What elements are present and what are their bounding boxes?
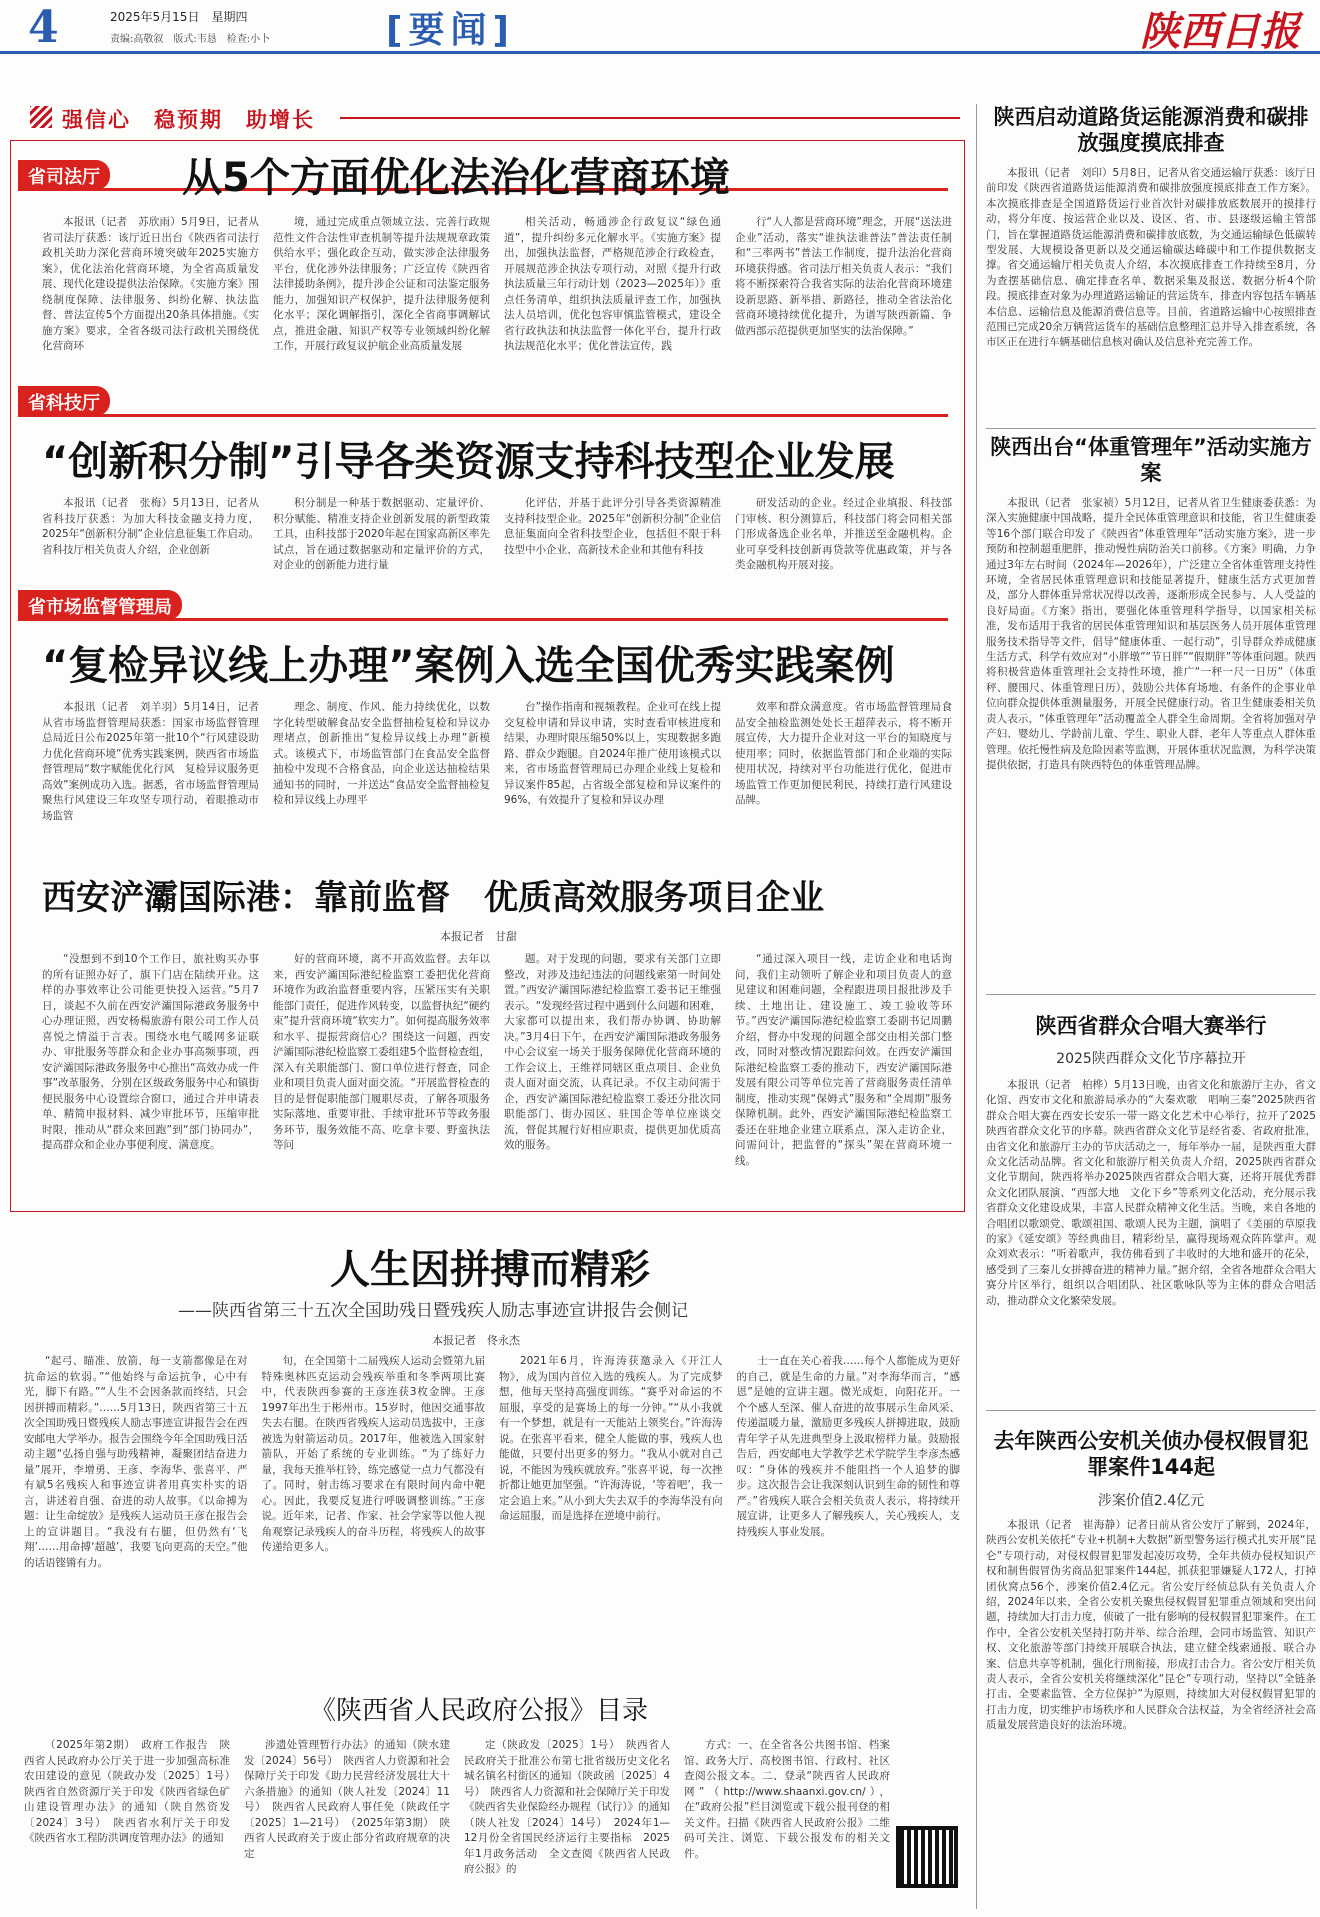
article-column: 题。对于发现的问题，要求有关部门立即整改，对涉及违纪违法的问题线索第一时间处置。”西安浐灞国际港纪检监察工委书记王维强表示。“发现经营过程中遇到什么问题和困难，大家都可以提出来，我们帮办协调、协助解决。”3月4日下午，在西安浐灞国际港政务服务中心会议室一场关于服务保障优化营商环境的工作会议上，王维祥同辖区重点项目、企业负责人面对面交流，认真记录。不仅主动问需于企，西安浐灞国际港纪检监察工委还分批次同职能部门、街办园区、驻国企等单位座谈交流，督促其履行好相应职责，提供更加优质高效的服务。 [504,953,721,1151]
article-column: “起弓、瞄准、放箭，每一支箭都像是在对抗命运的软弱。”“他始终与命运抗争，心中有光，脚下有路。”“人生不会因条款而终结，只会因拼搏而精彩。”……5月13日，陕西省第三十五次全国助残日暨残疾人励志事迹宣讲报告会在西安邮电大学举办。报告会围绕今年全国助残日活动主题“弘扬自强与助残精神，凝聚团结奋进力量”展开，李增勇、王彦、李海华、张喜平、严有斌5名残疾人和事迹宣讲者用真实朴实的语言，讲述着自强、奋进的动人故事。《以命搏为题：让生命绽放》是残疾人运动员王彦在报告会上的宣讲题目。“我没有右腿，但仍然有‘飞翔’……用命搏‘超越’，我要飞向更高的天空。”他的话语铿锵有力。 [24,1355,248,1569]
article-disabled-body [24,1354,960,1656]
editor-credits: 责编:高敬叙 版式:韦恳 检查:小卜 [110,34,271,45]
slogan-text: 强信心 稳预期 助增长 [62,108,315,132]
headline-weight: 陕西出台“体重管理年”活动实施方案 [990,435,1312,485]
subtitle-police: 涉案价值2.4亿元 [1097,1493,1205,1509]
headline-tech: “创新积分制”引导各类资源支持科技型企业发展 [42,439,895,485]
qr-code-icon [896,1826,958,1888]
article-weight-body: 本报讯（记者 张家祯）5月12日，记者从省卫生健康委获悉：为深入实施健康中国战略，提升全民体重管理意识和技能，省卫生健康委等16个部门联合印发了《陕西省“体重管理年”活动实施方案》，进一步预防和控制超重肥胖，推动慢性病防治关口前移。《方案》明确，力争通过3年左右时间（2024年—2026年），广泛建立全省体重管理支持性环境，全省居民体重管理意识和技能显著提升，健康生活方式更加普及，部分人群体重异常状况得以改善，逐渐形成全民参与、人人受益的良好局面。《方案》指出，要强化体重管理科学指导，以国家相关标准，发布适用于我省的居民体重管理知识和基层医务人员开展体重管理服务技术指导等文件，倡导“健康体重、一起行动”，引导群众养成健康生活方式，科学有效应对“小胖墩”“节日胖”“假期胖”等体重问题。陕西将积极营造体重管理社会支持性环境，推广“一秤一尺一日历”（体重秤、腰围尺、体重管理日历），鼓励公共体育场地、有条件的企事业单位向群众提供体重测量服务，开展全民健康行动。省卫生健康委相关负责人表示，“体重管理年”活动覆盖全人群全生命周期。全省将加强对孕产妇、婴幼儿、学龄前儿童、学生、职业人群、老年人等重点人群体重管理。依托慢性病及危险因素等监测，开展体重状况监测，为科学决策提供依据，打造具有陕西特色的体重管理品牌。 [986,497,1316,771]
article-column: 本报讯（记者 张梅）5月13日，记者从省科技厅获悉：为加大科技金融支持力度，2025年“创新积分制”企业信息征集工作启动。省科技厅相关负责人介绍，企业创新 [42,497,259,556]
tag-rule [18,414,948,417]
article-column: 化评估，并基于此评分引导各类资源精准支持科技型企业。2025年“创新积分制”企业信息征集面向全省科技型企业，包括但不限于科技型中小企业、高新技术企业和其他有科技 [504,497,721,556]
article-column: “通过深入项目一线，走访企业和电话询问，我们主动领听了解企业和项目负责人的意见建议和困难问题，全程跟进项目报批涉及手续、土地出让、建设施工、竣工验收等环节。”西安浐灞国际港纪检监察工委副书记周鹏介绍，督办中发现的问题全部交由相关部门整改，同时对整改情况跟踪问效。在西安浐灞国际港纪检监察工委的推动下，西安浐灞国际港发展有限公司等单位完善了营商服务责任清单制度，推动实现“保姆式”服务和“全周期”服务保障机制。此外，西安浐灞国际港纪检监察工委还在驻地企业建立联系点，深入走访企业，问需问计，把监督的“探头”架在营商环境一线。 [735,953,952,1167]
slogan-rule [340,117,960,119]
article-police-body: 本报讯（记者 崔海静）记者日前从省公安厅了解到，2024年，陕西公安机关依托“专业+机制+大数据”新型警务运行模式扎实开展“昆仑”专项行动，对侵权假冒犯罪发起凌厉攻势，全年共侦办侵权知识产权和制售假冒伪劣商品犯罪案件144起，抓获犯罪嫌疑人172人，打掉团伙窝点56个，涉案价值2.4亿元。省公安厅经侦总队有关负责人介绍，2024年以来，全省公安机关聚焦侵权假冒犯罪重点领域和突出问题，持续加大打击力度，侦破了一批有影响的侵权假冒犯罪案件。在工作中，全省公安机关坚持打防并举、综合治理，会同市场监管、知识产权、文化旅游等部门持续开展联合执法，建立健全线索通报、联合办案、信息共享等机制，强化行刑衔接，形成打击合力。省公安厅相关负责人表示，全省公安机关将继续深化“昆仑”专项行动，坚持以“全链条打击、全要素监管、全方位保护”为原则，持续加大对侵权假冒犯罪的打击力度，切实维护市场秩序和人民群众合法权益，为全省经济社会高质量发展营造良好的法治环境。 [986,1519,1316,1732]
headline-law: 从5个方面优化法治化营商环境 [182,155,730,201]
article-column: 境，通过完成重点领域立法、完善行政规范性文件合法性审查机制等提升法规规章政策供给水平；强化政企互动，做实涉企法律服务平台，优化涉外法律服务；广泛宣传《陕西省法律援助条例》，提升涉企公证和司法鉴定服务能力，加强知识产权保护，提升法律服务便利化水平；深化调解指引，深化全省商事调解试点，推进金融、知识产权等专业领域纠纷化解工作，开展行政复议护航企业高质量发展 [273,216,490,352]
tag-tech: 省科技厅 [18,386,110,416]
headline-choir: 陕西省群众合唱大赛举行 [1035,1014,1267,1038]
byline-port: 本报记者 甘甜 [440,930,517,943]
article-column: 2021年6月，许海涛获邀录入《开江人物》，成为国内首位入选的残疾人。为了完成梦想，他每天坚持高强度训练。“赛乎对命运的不屈服，享受的是赛场上的每一分钟。”“从小我就有一个梦想，就是有一天能站上领奖台。”许海涛说。在张喜平看来，健全人能做的事，残疾人也能做，只要付出更多的努力。“我从小就对自己说，不能因为残疾就放弃。”张喜平说，每一次挫折都让她更加坚强。“许海涛说，‘等着吧’，我一定会追上来。”从小到大失去双手的李海华没有向命运屈服，而是选择在逆境中前行。 [499,1355,723,1522]
article-column: 本报讯（记者 刘羊羽）5月14日，记者从省市场监督管理局获悉：国家市场监督管理总局近日公布2025年第一批10个“行风建设助力优化营商环境”优秀实践案例，陕西省市场监督管理局“数字赋能优化行风 复检异议服务更高效”案例成功入选。据悉，省市场监督管理局聚焦行风建设三年攻坚专项行动，着眼推动市场监管 [42,701,259,822]
tag-market: 省市场监督管理局 [18,590,182,620]
article-column: 定（陕政发〔2025〕1号） 陕西省人民政府关于批准公布第七批省级历史文化名城名镇名村街区的通知（陕政函〔2025〕4号） 陕西省人力资源和社会保障厅关于印发《陕西省失业保险经办规程（试行）》的通知（陕人社发〔2024〕14号） 2024年1—12月份全省国民经济运行主要指标 2025年1月政务活动 全文查阅《陕西省人民政府公报》的 [464,1739,670,1875]
article-tech-body [42,496,952,588]
headline-police: 去年陕西公安机关侦办侵权假冒犯罪案件144起 [993,1429,1309,1479]
gazette-toc [24,1738,960,1908]
byline-disabled: 本报记者 佟永杰 [432,1334,520,1347]
article-rule [986,428,1316,429]
subtitle-disabled: ——陕西省第三十五次全国助残日暨残疾人励志事迹宣讲报告会侧记 [178,1301,688,1321]
headline-market: “复检异议线上办理”案例入选全国优秀实践案例 [42,643,895,689]
article-column: 旬，在全国第十二届残疾人运动会暨第九届特殊奥林匹克运动会残疾举重和冬季两项比赛中，代表陕西参赛的王彦连获3枚金牌。王彦1997年出生于彬州市。15岁时，他因交通事故失去右腿。在陕西省残疾人运动员选拔中，王彦被选为射箭运动员。2017年，他被选入国家射箭队，开始了系统的专业训练。“为了练好力量，我每天推举杠铃，练完感觉一点力气都没有了。同时，射击练习要求在有限时间内命中靶心。因此，我要反复进行呼吸调整训练。”王彦说。近年来，记者、作家、社会学家等以他人视角观察记录残疾人的奋斗历程，将残疾人的故事传递给更多人。 [261,1355,485,1553]
article-column: 台”操作指南和视频教程。企业可在线上提交复检申请和异议申请，实时查看审核进度和结果，办理时限压缩50%以上，实现数据多跑路、群众少跑腿。自2024年推广使用该模式以来，省市场监督管理局已办理企业线上复检和异议案件85起，占省级全部复检和异议案件的96%，有效提升了复检和异议办理 [504,701,721,806]
headline-gazette: 《陕西省人民政府公报》目录 [310,1696,649,1726]
article-column: 方式：一、在全省各公共图书馆、档案馆、政务大厅、高校图书馆、行政村、社区查阅公报文本。二、登录“陕西省人民政府网”（http://www.shaanxi.gov.cn/），在“政府公报”栏目浏览或下载公报刊登的相关文件。扫描《陕西省人民政府公报》二维码可关注、浏览、下载公报发布的相关文件。 [684,1739,890,1860]
article-rule [986,994,1316,995]
article-freight-body: 本报讯（记者 刘印）5月8日，记者从省交通运输厅获悉：该厅日前印发《陕西省道路货运能源消费和碳排放强度摸底排查工作方案》。本次摸底排查是全国道路货运行业首次针对碳排放底数展开的摸排行动，将分年度、按运营企业以及、设区、省、市、县逐级运输主管部门，旨在掌握道路货运能源消费和碳排放底数，为交通运输绿色低碳转型发展、大规模设备更新以及交通运输碳达峰碳中和工作提供数据支撑。省交通运输厅相关负责人介绍，本次摸底排查工作持续至8月，分为查摆基础信息、确定排查名单、数据采集及报送、数据分析4个阶段。摸底排查对象为办理道路运输证的营运货车，排查内容包括车辆基本信息、运输信息及能源消费信息等。目前，省道路运输中心按照排查范围已完成20余万辆营运货车的基础信息整理汇总并导入排查系统，各市区正在进行车辆基础信息核对确认及信息补充完善工作。 [986,167,1316,349]
article-market-body [42,700,952,832]
article-column: （2025年第2期） 政府工作报告 陕西省人民政府办公厅关于进一步加强高标准农田建设的意见（陕政办发〔2025〕1号） 陕西省自然资源厅关于印发《陕西省绿色矿山建设管理办法》的通知（陕自然资发〔2024〕3号） 陕西省水利厅关于印发《陕西省水工程防洪调度管理办法》的通知 [24,1739,241,1844]
article-column: 相关活动，畅通涉企行政复议“绿色通道”，提升纠纷多元化解水平。《实施方案》提出，加强执法监督，严格规范涉企行政检查，开展规范涉企执法专项行动，对照《提升行政执法质量三年行动计划（2023—2025年）》重点任务清单，组织执法质量评查工作，加强执法人员培训，优化包容审慎监管模式，建设全省行政执法和执法监督一体化平台，提升行政执法规范化水平；优化普法宣传，践 [504,216,721,352]
article-column: 研发活动的企业。经过企业填报、科技部门审核、积分测算后，科技部门将会同相关部门形成备选企业名单，并推送至金融机构。企业可享受科技创新再贷款等优惠政策，并与各类金融机构开展对接。 [735,497,952,571]
headline-disabled: 人生因拼搏而精彩 [330,1247,650,1293]
subtitle-choir: 2025陕西群众文化节序幕拉开 [1056,1051,1246,1067]
tag-rule [18,618,948,621]
article-law-body [42,215,952,375]
article-column: 理念、制度、作风、能力持续优化，以数字化转型破解食品安全监督抽检复检和异议办理堵点，创新推出“复检异议线上办理”新模式。该模式下，市场监管部门在食品安全监督抽检中发现不合格食品，向企业送达抽检结果通知书的同时，一并送达“食品安全监督抽检复检和异议线上办理平 [273,701,490,806]
column-divider [976,104,977,1909]
issue-date: 2025年5月15日 星期四 [110,10,248,24]
article-column: 本报讯（记者 苏欣雨）5月9日，记者从省司法厅获悉：该厅近日出台《陕西省司法行政机关助力深化营商环境突破年2025实施方案》，优化法治化营商环境，为全省高质量发展、现代化建设提供法治保障。《实施方案》围绕制度保障、法律服务、纠纷化解、执法监督、普法宣传5个方面提出20条具体措施。《实施方案》要求，全省各级司法行政机关围绕优化营商环 [42,216,259,352]
article-choir-body: 本报讯（记者 柏桦）5月13日晚，由省文化和旅游厅主办，省文化馆、西安市文化和旅游局承办的“大秦欢歌 唱响三秦”2025陕西省群众合唱大赛在西安长安乐一带一路文化艺术中心举行，拉开了2025陕西省群众文化节的序幕。陕西省群众文化节是经省委、省政府批准，由省文化和旅游厅主办的节庆活动之一，每年举办一届，是陕西重大群众文化活动品牌。省文化和旅游厅相关负责人介绍，2025陕西省群众文化节期间，陕西将举办2025陕西省群众合唱大赛，还将开展优秀群众文化团队展演、“西部大地 文化下乡”等系列文化活动，充分展示我省群众文化建设成果，丰富人民群众精神文化生活。当晚，来自各地的合唱团以歌颂党、歌颂祖国、歌颂人民为主题，演唱了《美丽的草原我的家》《延安颂》等经典曲目，精彩纷呈，赢得现场观众阵阵掌声。观众刘欢表示：“听着歌声，我仿佛看到了丰收时的大地和盛开的花朵，感受到了三秦儿女拼搏奋进的精神力量。”据介绍，全省各地群众合唱大赛分片区举行，组织以合唱团队、社区歌咏队等为主体的群众合唱活动，推动群众文化繁荣发展。 [986,1079,1316,1307]
section-title: [要闻] [386,10,515,51]
newspaper-logo: 陕西日报 [1140,8,1300,55]
article-column: “没想到不到10个工作日，旅社购买办事的所有证照办好了，旗下门店在陆续开业。这样的办事效率让公司能更快投入运营。”5月7日，谈起不久前在西安浐灞国际港政务服务中心办理证照，西安杨楊旅游有限公司工作人员喜悦之情溢于言表。围绕水电气暖网多证联办、审批服务等群众和企业办事高频事项，西安浐灞国际港政务服务中心推出“高效办成一件事”改革服务，分别在区级政务服务中心和镇街便民服务中心设置综合窗口，通过合并申请表单、精简申报材料、减少审批环节，压缩审批时限，推动从“群众来回跑”到“部门协同办”，提高群众和企业办事便利度、满意度。 [42,953,259,1151]
headline-freight: 陕西启动道路货运能源消费和碳排放强度摸底排查 [993,105,1309,155]
article-column: 效率和群众满意度。省市场监督管理局食品安全抽检监测处处长王超萍表示，将不断开展宣传，大力提升企业对这一平台的知晓度与使用率；同时，依据监管部门和企业端的实际使用状况，持续对平台功能进行优化，促进市场监管工作更加便民利民，持续打造行风建设品牌。 [735,701,952,806]
headline-port: 西安浐灞国际港：靠前监督 优质高效服务项目企业 [42,878,824,918]
article-column: 士一直在关心着我……每个人都能成为更好的自己，就是生命的力量。”对李海华而言，“感恩”是她的宣讲主题。微光成炬，向阳花开。一个个感人至深、催人奋进的故事展示生命风采、传递温暖力量，激励更多残疾人拼搏进取，鼓励青年学子从先进典型身上汲取榜样力量。鼓励报告后，西安邮电大学教学艺术学院学生李彦杰感叹：“身体的残疾并不能阻挡一个人追梦的脚步。这次报告会让我深刻认识到生命的韧性和尊严。”省残疾人联合会相关负责人表示，将持续开展宣讲，让更多人了解残疾人，关心残疾人，支持残疾人事业发展。 [736,1355,960,1538]
page-number: 4 [28,2,59,53]
stripe-mark-icon [30,106,52,128]
article-port-body [42,952,952,1204]
slogan-banner [30,104,960,132]
article-column: 行“人人都是营商环境”理念，开展“送法进企业”活动，落实“谁执法谁普法”普法责任制和“三率两书”普法工作制度，提升法治化营商环境获得感。省司法厅相关负责人表示：“我们将不断探索符合我省实际的法治化营商环境建设新思路、新举措、新路径，推动全省法治化营商环境持续优化提升，为谱写陕西新篇、争做西部示范提供更加坚实的法治保障。” [735,216,952,337]
article-column: 积分制是一种基于数据驱动、定量评价、积分赋能、精准支持企业创新发展的新型政策工具，由科技部于2020年起在国家高新区率先试点，旨在通过数据驱动和定量评价的方式，对企业的创新能力进行量 [273,497,490,571]
article-column: 好的营商环境，离不开高效监督。去年以来，西安浐灞国际港纪检监察工委把优化营商环境作为政治监督重要内容，压紧压实有关职能部门责任，促进作风转变，以监督执纪“硬约束”提升营商环境“软实力”。如何提高服务效率和水平、提振营商信心？围绕这一问题，西安浐灞国际港纪检监察工委组建5个监督检查组，深入有关职能部门、窗口单位进行督查，同企业和项目负责人面对面交流。“开展监督检查的目的是督促职能部门履职尽责，了解各项服务实际落地、重要审批、手续审批环节等政务服务环节，服务效能不高、吃拿卡要、野蛮执法等问 [273,953,490,1151]
tag-law: 省司法厅 [18,160,110,190]
article-column: 涉遗处管理暂行办法》的通知（陕水建发〔2024〕56号） 陕西省人力资源和社会保障厅关于印发《助力民营经济发展壮大十六条措施》的通知（陕人社发〔2024〕11号） 陕西省人民政府人事任免（陕政任字〔2025〕1—21号） （2025年第3期） 陕西省人民政府关于废止部分省政府规章的决定 [244,1739,450,1860]
masthead [0,0,1320,54]
article-rule [986,1410,1316,1411]
